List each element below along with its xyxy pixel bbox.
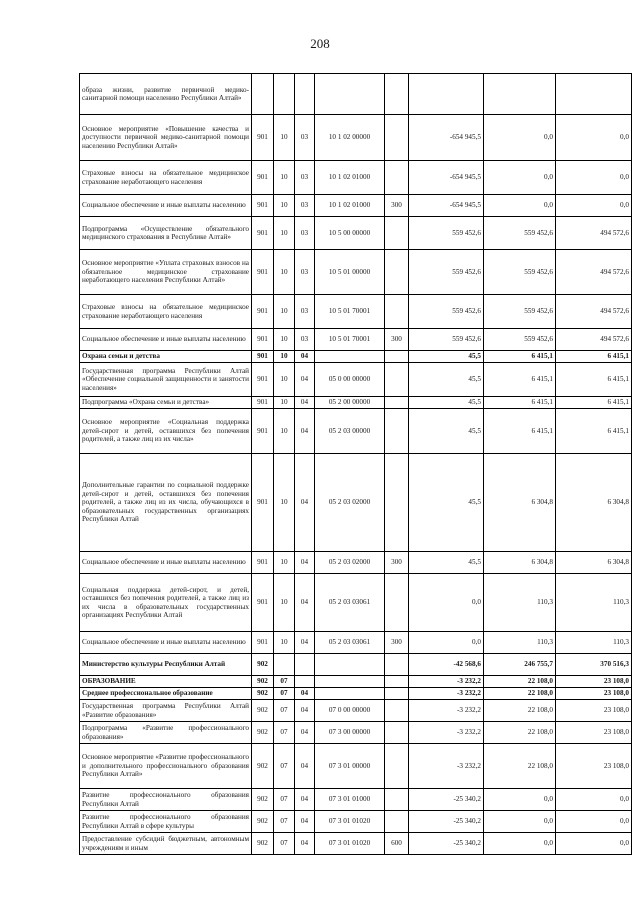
table-row [80,409,632,454]
item-name-cell: Подпрограмма «Охрана семьи и детства» [80,397,252,409]
target-article-cell: 05 2 03 03061 [315,574,385,632]
section-code-cell: 07 [274,744,295,789]
item-name-cell: Основное мероприятие «Социальная поддержка детей-сирот и детей, оставшихся без попечения родителей, а также лиц из их числа» [80,409,252,454]
subsection-code-cell: 04 [295,397,315,409]
expense-type-cell [385,688,409,700]
amount-year1-cell: 559 452,6 [409,295,484,329]
target-article-cell: 10 5 01 70001 [315,329,385,351]
table-row [80,744,632,789]
expense-type-cell [385,654,409,676]
target-article-cell: 05 2 03 00000 [315,409,385,454]
amount-year1-cell: 0,0 [409,574,484,632]
amount-year2-cell: 6 304,8 [484,552,556,574]
amount-year2-cell: 6 415,1 [484,351,556,363]
amount-year3-cell: 6 415,1 [556,351,632,363]
table-row [80,363,632,397]
target-article-cell: 07 3 01 01020 [315,811,385,833]
item-name-cell: Основное мероприятие «Повышение качества и доступности первичной медико-санитарной помощи населению Республики Алтай» [80,115,252,161]
target-article-cell: 10 1 02 00000 [315,115,385,161]
target-article-cell: 07 3 01 01000 [315,789,385,811]
amount-year1-cell: 559 452,6 [409,250,484,295]
section-code-cell: 07 [274,676,295,688]
table-row [80,676,632,688]
expense-type-cell [385,789,409,811]
amount-year2-cell: 0,0 [484,811,556,833]
table-row [80,454,632,552]
amount-year2-cell: 6 415,1 [484,397,556,409]
table-row [80,295,632,329]
amount-year1-cell: 0,0 [409,632,484,654]
target-article-cell: 05 2 03 03061 [315,632,385,654]
section-code-cell [274,74,295,115]
target-article-cell: 10 5 01 00000 [315,250,385,295]
amount-year3-cell: 0,0 [556,195,632,217]
expense-type-cell [385,700,409,722]
target-article-cell: 07 3 01 00000 [315,744,385,789]
subsection-code-cell: 04 [295,409,315,454]
section-code-cell: 07 [274,700,295,722]
amount-year1-cell: -654 945,5 [409,115,484,161]
amount-year1-cell: -25 340,2 [409,833,484,855]
amount-year3-cell: 23 108,0 [556,688,632,700]
ministry-code-cell: 902 [252,811,274,833]
table-row [80,397,632,409]
table-row [80,833,632,855]
expense-type-cell: 600 [385,833,409,855]
table-row [80,250,632,295]
amount-year1-cell: -654 945,5 [409,195,484,217]
amount-year3-cell: 23 108,0 [556,722,632,744]
table-row [80,115,632,161]
amount-year1-cell: -3 232,2 [409,700,484,722]
subsection-code-cell: 03 [295,295,315,329]
amount-year1-cell: 559 452,6 [409,217,484,250]
section-code-cell: 07 [274,789,295,811]
subsection-code-cell: 03 [295,115,315,161]
item-name-cell: Подпрограмма «Осуществление обязательного медицинского страхования в Республике Алтай» [80,217,252,250]
subsection-code-cell: 04 [295,632,315,654]
subsection-code-cell [295,676,315,688]
amount-year3-cell: 494 572,6 [556,295,632,329]
subsection-code-cell: 03 [295,217,315,250]
ministry-code-cell: 901 [252,454,274,552]
amount-year1-cell: -3 232,2 [409,722,484,744]
item-name-cell: Подпрограмма «Развитие профессионального образования» [80,722,252,744]
table-row [80,74,632,115]
table-row [80,632,632,654]
amount-year3-cell: 370 516,3 [556,654,632,676]
ministry-code-cell: 901 [252,161,274,195]
amount-year2-cell: 110,3 [484,574,556,632]
section-code-cell: 07 [274,833,295,855]
budget-table [79,73,632,855]
amount-year1-cell: 559 452,6 [409,329,484,351]
amount-year3-cell: 494 572,6 [556,250,632,295]
subsection-code-cell: 04 [295,688,315,700]
section-code-cell: 10 [274,454,295,552]
target-article-cell [315,676,385,688]
section-code-cell: 10 [274,363,295,397]
amount-year2-cell: 22 108,0 [484,700,556,722]
section-code-cell: 10 [274,115,295,161]
amount-year1-cell: 45,5 [409,363,484,397]
amount-year2-cell: 0,0 [484,833,556,855]
amount-year2-cell: 0,0 [484,161,556,195]
target-article-cell: 05 0 00 00000 [315,363,385,397]
amount-year2-cell: 0,0 [484,195,556,217]
amount-year2-cell: 0,0 [484,789,556,811]
ministry-code-cell: 902 [252,654,274,676]
subsection-code-cell: 04 [295,811,315,833]
expense-type-cell: 300 [385,329,409,351]
amount-year1-cell: -3 232,2 [409,744,484,789]
amount-year3-cell: 23 108,0 [556,676,632,688]
target-article-cell: 10 5 01 70001 [315,295,385,329]
target-article-cell [315,654,385,676]
subsection-code-cell [295,74,315,115]
target-article-cell: 05 2 03 02000 [315,454,385,552]
target-article-cell [315,74,385,115]
ministry-code-cell: 902 [252,789,274,811]
ministry-code-cell: 901 [252,397,274,409]
target-article-cell: 05 2 03 02000 [315,552,385,574]
item-name-cell: Государственная программа Республики Алтай «Развитие образования» [80,700,252,722]
item-name-cell: Основное мероприятие «Уплата страховых взносов на обязательное медицинское страхование неработающего населения Республики Алтай» [80,250,252,295]
subsection-code-cell: 04 [295,744,315,789]
expense-type-cell [385,295,409,329]
subsection-code-cell: 03 [295,195,315,217]
table-row [80,552,632,574]
section-code-cell [274,654,295,676]
expense-type-cell: 300 [385,632,409,654]
amount-year2-cell: 246 755,7 [484,654,556,676]
table-row [80,574,632,632]
subsection-code-cell: 03 [295,161,315,195]
ministry-code-cell: 902 [252,688,274,700]
ministry-code-cell: 901 [252,329,274,351]
expense-type-cell [385,397,409,409]
ministry-code-cell: 901 [252,115,274,161]
subsection-code-cell: 04 [295,789,315,811]
item-name-cell: Развитие профессионального образования Республики Алтай [80,789,252,811]
expense-type-cell [385,363,409,397]
table-row [80,722,632,744]
section-code-cell: 10 [274,397,295,409]
ministry-code-cell: 901 [252,363,274,397]
expense-type-cell [385,409,409,454]
section-code-cell: 10 [274,217,295,250]
amount-year1-cell: 45,5 [409,351,484,363]
expense-type-cell [385,217,409,250]
item-name-cell: Социальное обеспечение и иные выплаты населению [80,552,252,574]
amount-year2-cell: 6 304,8 [484,454,556,552]
page-number: 208 [310,36,330,51]
table-row [80,688,632,700]
subsection-code-cell: 04 [295,574,315,632]
amount-year2-cell: 559 452,6 [484,295,556,329]
amount-year3-cell: 110,3 [556,574,632,632]
expense-type-cell [385,676,409,688]
amount-year3-cell: 494 572,6 [556,329,632,351]
item-name-cell: образа жизни, развитие первичной медико-санитарной помощи населению Республики Алтай» [80,74,252,115]
amount-year1-cell [409,74,484,115]
ministry-code-cell [252,74,274,115]
expense-type-cell: 300 [385,552,409,574]
amount-year2-cell [484,74,556,115]
item-name-cell: Охрана семьи и детства [80,351,252,363]
target-article-cell [315,688,385,700]
subsection-code-cell: 04 [295,552,315,574]
amount-year1-cell: 45,5 [409,454,484,552]
subsection-code-cell: 03 [295,329,315,351]
amount-year3-cell: 0,0 [556,811,632,833]
amount-year3-cell: 6 304,8 [556,552,632,574]
expense-type-cell: 300 [385,195,409,217]
table-row [80,195,632,217]
ministry-code-cell: 901 [252,351,274,363]
section-code-cell: 10 [274,351,295,363]
expense-type-cell [385,744,409,789]
amount-year2-cell: 22 108,0 [484,676,556,688]
target-article-cell: 07 3 00 00000 [315,722,385,744]
subsection-code-cell: 04 [295,454,315,552]
item-name-cell: Предоставление субсидий бюджетным, автономным учреждениям и иным [80,833,252,855]
subsection-code-cell [295,654,315,676]
expense-type-cell [385,811,409,833]
amount-year1-cell: -3 232,2 [409,688,484,700]
item-name-cell: Социальное обеспечение и иные выплаты населению [80,195,252,217]
subsection-code-cell: 04 [295,722,315,744]
target-article-cell: 07 3 01 01020 [315,833,385,855]
subsection-code-cell: 03 [295,250,315,295]
amount-year3-cell: 0,0 [556,115,632,161]
amount-year3-cell: 23 108,0 [556,700,632,722]
table-row [80,789,632,811]
section-code-cell: 10 [274,195,295,217]
amount-year1-cell: 45,5 [409,409,484,454]
section-code-cell: 10 [274,552,295,574]
table-row [80,811,632,833]
amount-year3-cell: 6 415,1 [556,363,632,397]
ministry-code-cell: 901 [252,574,274,632]
table-row [80,329,632,351]
item-name-cell: Страховые взносы на обязательное медицинское страхование неработающего населения [80,295,252,329]
table-row [80,700,632,722]
subsection-code-cell: 04 [295,700,315,722]
amount-year1-cell: -3 232,2 [409,676,484,688]
amount-year2-cell: 6 415,1 [484,409,556,454]
item-name-cell: Страховые взносы на обязательное медицинское страхование неработающего населения [80,161,252,195]
table-row [80,161,632,195]
table-row [80,217,632,250]
amount-year3-cell: 0,0 [556,161,632,195]
amount-year2-cell: 22 108,0 [484,688,556,700]
amount-year2-cell: 22 108,0 [484,744,556,789]
expense-type-cell [385,250,409,295]
ministry-code-cell: 901 [252,250,274,295]
budget-table-body [80,74,632,855]
amount-year3-cell: 23 108,0 [556,744,632,789]
amount-year1-cell: 45,5 [409,397,484,409]
target-article-cell [315,351,385,363]
ministry-code-cell: 901 [252,552,274,574]
amount-year2-cell: 110,3 [484,632,556,654]
section-code-cell: 10 [274,632,295,654]
section-code-cell: 07 [274,688,295,700]
ministry-code-cell: 901 [252,195,274,217]
target-article-cell: 07 0 00 00000 [315,700,385,722]
amount-year2-cell: 0,0 [484,115,556,161]
section-code-cell: 10 [274,161,295,195]
expense-type-cell [385,574,409,632]
expense-type-cell [385,161,409,195]
subsection-code-cell: 04 [295,833,315,855]
section-code-cell: 10 [274,329,295,351]
amount-year3-cell: 0,0 [556,833,632,855]
ministry-code-cell: 902 [252,700,274,722]
item-name-cell: Дополнительные гарантии по социальной поддержке детей-сирот и детей, оставшихся без попечения родителей, а также лиц из их числа, обучающихся в образовательных государственных организациях Республики Алтай [80,454,252,552]
amount-year3-cell: 0,0 [556,789,632,811]
amount-year1-cell: -42 568,6 [409,654,484,676]
table-row [80,351,632,363]
item-name-cell: Развитие профессионального образования Республики Алтай в сфере культуры [80,811,252,833]
amount-year2-cell: 559 452,6 [484,250,556,295]
section-code-cell: 07 [274,722,295,744]
section-code-cell: 10 [274,295,295,329]
subsection-code-cell: 04 [295,351,315,363]
expense-type-cell [385,115,409,161]
target-article-cell: 05 2 00 00000 [315,397,385,409]
amount-year2-cell: 22 108,0 [484,722,556,744]
section-code-cell: 10 [274,574,295,632]
amount-year3-cell [556,74,632,115]
item-name-cell: Основное мероприятие «Развитие профессионального и дополнительного профессионального образования Республики Алтай» [80,744,252,789]
ministry-code-cell: 902 [252,833,274,855]
expense-type-cell [385,454,409,552]
subsection-code-cell: 04 [295,363,315,397]
ministry-code-cell: 901 [252,632,274,654]
amount-year3-cell: 110,3 [556,632,632,654]
section-code-cell: 10 [274,250,295,295]
amount-year3-cell: 494 572,6 [556,217,632,250]
ministry-code-cell: 902 [252,676,274,688]
expense-type-cell [385,351,409,363]
section-code-cell: 10 [274,409,295,454]
table-row [80,654,632,676]
section-code-cell: 07 [274,811,295,833]
item-name-cell: Среднее профессиональное образование [80,688,252,700]
item-name-cell: Социальное обеспечение и иные выплаты населению [80,329,252,351]
item-name-cell: Социальная поддержка детей-сирот, и детей, оставшихся без попечения родителей, а также лиц из их числа в образовательных государственных организациях Республики Алтай [80,574,252,632]
ministry-code-cell: 901 [252,409,274,454]
expense-type-cell [385,722,409,744]
amount-year1-cell: 45,5 [409,552,484,574]
ministry-code-cell: 901 [252,295,274,329]
amount-year3-cell: 6 415,1 [556,397,632,409]
ministry-code-cell: 901 [252,217,274,250]
amount-year1-cell: -654 945,5 [409,161,484,195]
ministry-code-cell: 902 [252,722,274,744]
amount-year1-cell: -25 340,2 [409,789,484,811]
item-name-cell: ОБРАЗОВАНИЕ [80,676,252,688]
amount-year1-cell: -25 340,2 [409,811,484,833]
item-name-cell: Министерство культуры Республики Алтай [80,654,252,676]
amount-year2-cell: 6 415,1 [484,363,556,397]
target-article-cell: 10 1 02 01000 [315,195,385,217]
target-article-cell: 10 1 02 01000 [315,161,385,195]
item-name-cell: Социальное обеспечение и иные выплаты населению [80,632,252,654]
expense-type-cell [385,74,409,115]
amount-year2-cell: 559 452,6 [484,217,556,250]
item-name-cell: Государственная программа Республики Алтай «Обеспечение социальной защищенности и занятости населения» [80,363,252,397]
target-article-cell: 10 5 00 00000 [315,217,385,250]
amount-year3-cell: 6 304,8 [556,454,632,552]
ministry-code-cell: 902 [252,744,274,789]
amount-year3-cell: 6 415,1 [556,409,632,454]
amount-year2-cell: 559 452,6 [484,329,556,351]
